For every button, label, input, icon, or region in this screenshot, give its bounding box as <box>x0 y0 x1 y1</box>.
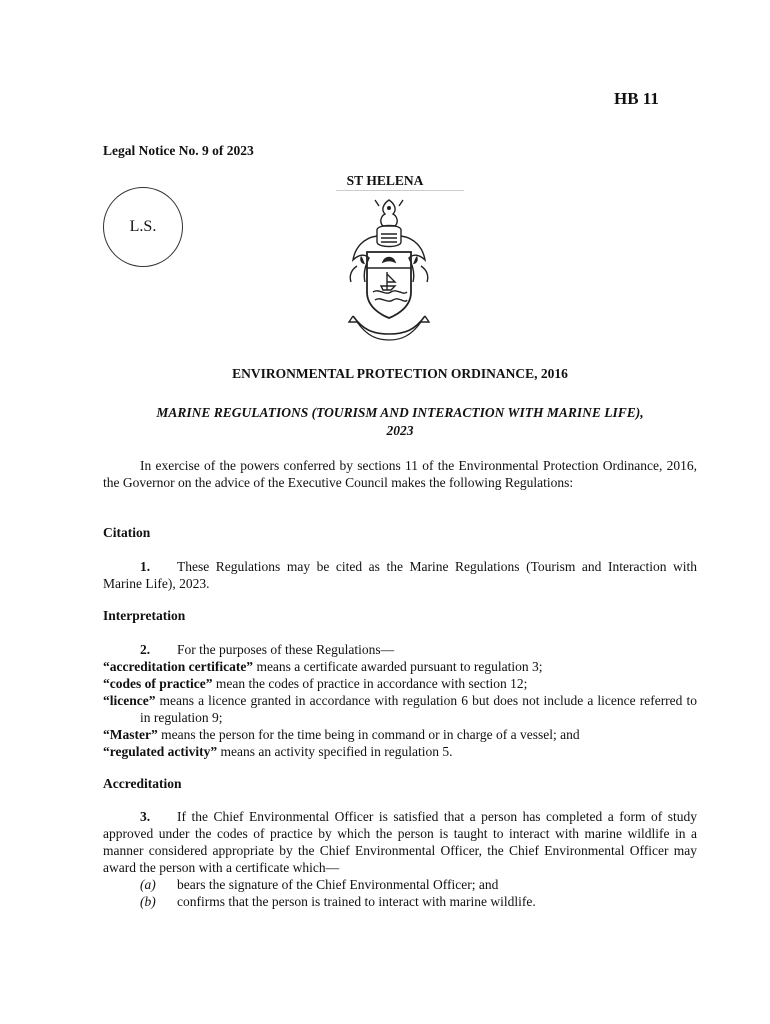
definition-text: mean the codes of practice in accordance with section 12; <box>212 676 528 691</box>
citation-number: 1. <box>140 559 151 574</box>
definition-text: means a certificate awarded pursuant to regulation 3; <box>253 659 543 674</box>
accreditation-number: 3. <box>140 809 151 824</box>
citation-heading: Citation <box>103 525 151 540</box>
definition-term: “accreditation certificate” <box>103 659 254 674</box>
definition-item <box>103 658 697 675</box>
definition-item <box>103 726 697 743</box>
item-label: (a) <box>140 877 156 892</box>
accreditation-paragraph <box>103 808 697 876</box>
definition-text: means the person for the time being in command or in charge of a vessel; and <box>157 727 580 742</box>
accreditation-item <box>103 876 697 893</box>
regulations-title <box>100 404 700 440</box>
ordinance-title: ENVIRONMENTAL PROTECTION ORDINANCE, 2016 <box>232 366 568 381</box>
definition-term: “Master” <box>103 727 158 742</box>
coat-of-arms-emblem <box>343 196 435 344</box>
interpretation-heading: Interpretation <box>103 608 186 623</box>
territory-underline <box>336 190 464 191</box>
item-label: (b) <box>140 894 156 909</box>
preamble-paragraph: In exercise of the powers conferred by sections 11 of the Environmental Protection Ordinance, 2016, the Governor on the advice of the Executive Council makes the following Regulations: <box>103 458 697 490</box>
citation-text: These Regulations may be cited as the Marine Regulations (Tourism and Interaction with Marine Life), 2023. <box>103 559 697 591</box>
interpretation-block <box>103 641 697 760</box>
legal-notice-number: Legal Notice No. 9 of 2023 <box>103 143 254 158</box>
accreditation-text: If the Chief Environmental Officer is satisfied that a person has completed a form of study approved under the codes of practice by which the person is taught to interact with marine wildlife in a manner considered appropriate by the Chief Environmental Officer, the Chief Environmental Officer may award the person with a certificate which— <box>103 809 697 875</box>
seal-text: L.S. <box>129 218 157 235</box>
citation-paragraph <box>103 558 697 592</box>
item-text: bears the signature of the Chief Environmental Officer; and <box>177 877 499 892</box>
definition-item <box>103 743 697 760</box>
seal-circle <box>103 187 183 267</box>
definition-text: means an activity specified in regulation 5. <box>217 744 453 759</box>
definition-text: means a licence granted in accordance with regulation 6 but does not include a licence referred to in regulation 9; <box>140 693 697 725</box>
definition-term: “codes of practice” <box>103 676 213 691</box>
definition-item <box>103 675 697 692</box>
territory-name: ST HELENA <box>346 173 424 188</box>
regulations-title-line-1: MARINE REGULATIONS (TOURISM AND INTERACTION WITH MARINE LIFE), <box>156 405 644 420</box>
accreditation-heading: Accreditation <box>103 776 182 791</box>
regulations-title-line-2: 2023 <box>386 423 414 438</box>
item-text: confirms that the person is trained to interact with marine wildlife. <box>177 894 536 909</box>
definition-term: “regulated activity” <box>103 744 218 759</box>
interpretation-number: 2. <box>140 642 151 657</box>
definition-term: “licence” <box>103 693 156 708</box>
interpretation-intro-line <box>103 641 697 658</box>
interpretation-intro: For the purposes of these Regulations— <box>177 642 395 657</box>
accreditation-item <box>103 893 697 910</box>
definition-item <box>103 692 697 726</box>
accreditation-block <box>103 808 697 910</box>
document-code: HB 11 <box>614 89 659 108</box>
